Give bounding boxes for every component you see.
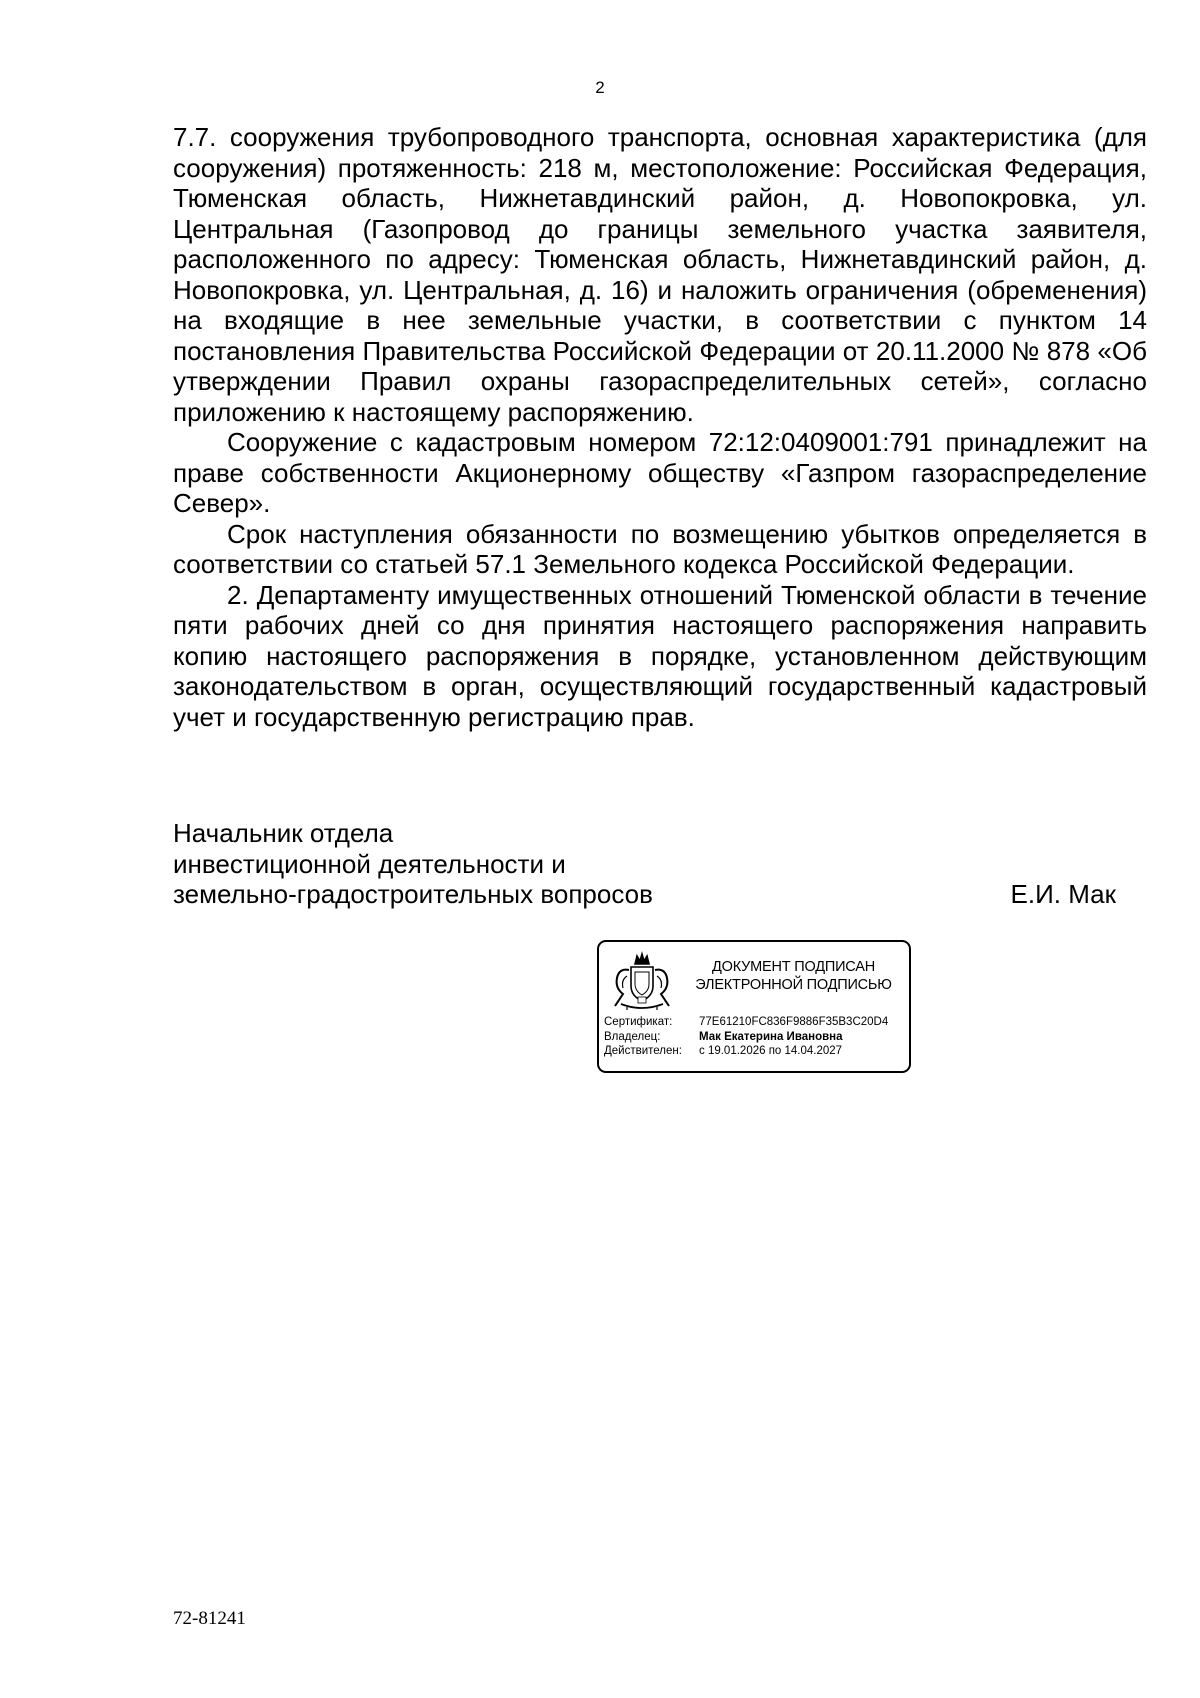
document-body xyxy=(173,122,1147,732)
validity-row xyxy=(604,1044,888,1059)
stamp-title-line: ЭЛЕКТРОННОЙ ПОДПИСЬЮ xyxy=(695,977,892,993)
stamp-details xyxy=(604,1015,888,1059)
validity-label: Действителен: xyxy=(604,1045,682,1057)
page-number: 2 xyxy=(595,78,605,97)
document-code: 72-81241 xyxy=(173,1608,246,1629)
validity-value: с 19.01.2026 по 14.04.2027 xyxy=(699,1045,843,1057)
signer-name: Е.И. Мак xyxy=(1010,879,1116,909)
signer-position-line: инвестиционной деятельности и xyxy=(173,848,566,879)
electronic-signature-stamp xyxy=(597,940,911,1073)
certificate-row xyxy=(604,1015,888,1030)
certificate-label: Сертификат: xyxy=(604,1016,673,1028)
paragraph-7-7: 7.7. сооружения трубопроводного транспорта, основная характеристика (для сооружения) протяженность: 218 м, местоположение: Российская Федерация, Тюменская область, Нижнетавдинский район, д. Новопокровка, ул. Центральная (Газопровод до границы земельного участка заявителя, расположенного по адресу: Тюменская область, Нижнетавдинский район, д. Новопокровка, ул. Центральная, д. 16) и наложить ограничения (обременения) на входящие в нее земельные участки, в соответствии с пунктом 14 постановления Правительства Российской Федерации от 20.11.2000 № 878 «Об утверждении Правил охраны газораспределительных сетей», согласно приложению к настоящему распоряжению. xyxy=(173,122,1147,427)
owner-value: Мак Екатерина Ивановна xyxy=(699,1030,843,1043)
paragraph-2: 2. Департаменту имущественных отношений Тюменской области в течение пяти рабочих дней со дня принятия настоящего распоряжения направить копию настоящего распоряжения в порядке, установленном действующим законодательством в орган, осуществляющий государственный кадастровый учет и государственную регистрацию прав. xyxy=(173,579,1147,732)
stamp-title xyxy=(681,958,906,994)
owner-label: Владелец: xyxy=(604,1030,661,1043)
certificate-value: 77E61210FC836F9886F35B3C20D4 xyxy=(699,1016,889,1028)
signer-position xyxy=(173,818,653,910)
paragraph-ownership: Сооружение с кадастровым номером 72:12:0409001:791 принадлежит на праве собственности Акционерному обществу «Газпром газораспределение Север». xyxy=(173,427,1147,518)
coat-of-arms-icon xyxy=(609,950,675,1014)
signer-position-line: земельно-градостроительных вопросов xyxy=(173,879,653,909)
owner-row xyxy=(604,1030,888,1045)
stamp-title-line: ДОКУМЕНТ ПОДПИСАН xyxy=(712,959,875,975)
signer-position-line: Начальник отдела xyxy=(173,818,394,848)
paragraph-compensation: Срок наступления обязанности по возмещению убытков определяется в соответствии со статьей 57.1 Земельного кодекса Российской Федерации. xyxy=(173,518,1147,579)
